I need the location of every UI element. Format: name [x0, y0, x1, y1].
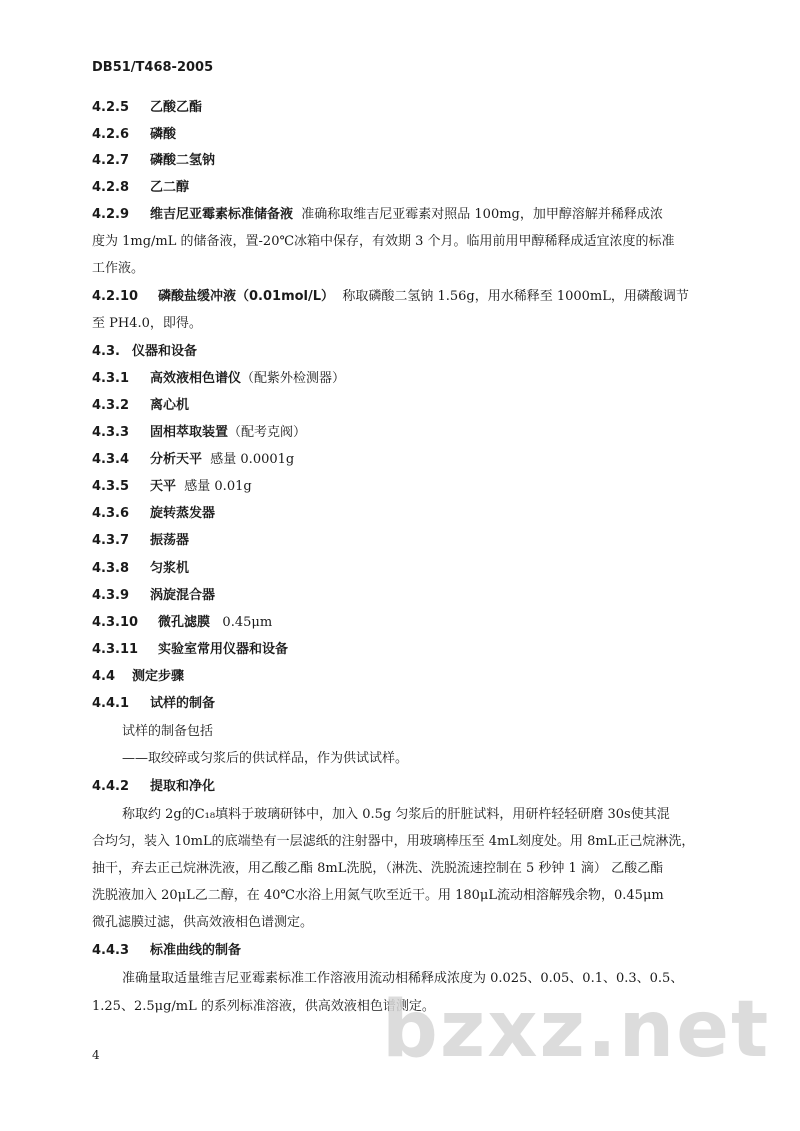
section-heading: 标准曲线的制备 [150, 943, 242, 958]
section-text: （配紫外检测器） [241, 371, 346, 386]
section-heading: 固相萃取装置 [150, 425, 229, 440]
section-heading: 微孔滤膜 [158, 615, 211, 630]
section-line [92, 451, 732, 469]
section-heading: 分析天平 [150, 452, 203, 467]
section-line [92, 778, 732, 796]
section-number: 4.4.2 [92, 779, 130, 794]
body-line: 合均匀，装入 10mL的底端垫有一层滤纸的注射器中，用玻璃棒压至 4mL刻度处。用 8mL正己烷淋洗， [92, 834, 695, 849]
section-number: 4.2.7 [92, 153, 130, 168]
section-heading: 高效液相色谱仪 [150, 371, 242, 386]
section-line [92, 695, 732, 713]
section-text: 称取磷酸二氢钠 1.56g，用水稀释至 1000mL，用磷酸调节 [342, 289, 689, 304]
section-text: 感量 0.01g [184, 479, 252, 494]
section-text: 感量 0.0001g [210, 452, 295, 467]
section-number: 4.3.3 [92, 425, 130, 440]
section-number: 4.3.8 [92, 561, 130, 576]
section-heading: 乙二醇 [150, 180, 190, 195]
section-line [92, 668, 732, 686]
section-number: 4.4.3 [92, 943, 130, 958]
section-number: 4.3.7 [92, 533, 130, 548]
section-heading: 仪器和设备 [132, 344, 198, 359]
section-heading: 磷酸 [150, 127, 177, 142]
section-number: 4.3.1 [92, 371, 130, 386]
section-line [92, 99, 732, 117]
section-heading: 磷酸盐缓冲液（0.01mol/L） [158, 289, 335, 304]
section-number: 4.3.9 [92, 588, 130, 603]
section-text: 准确称取维吉尼亚霉素对照品 100mg，加甲醇溶解并稀释成浓 [301, 207, 663, 222]
section-number: 4.3. [92, 344, 120, 359]
section-line [92, 614, 732, 632]
section-number: 4.2.6 [92, 127, 130, 142]
section-line [92, 206, 732, 224]
watermark: bzxz.net [382, 985, 771, 1075]
section-heading: 测定步骤 [132, 669, 185, 684]
section-line [92, 343, 732, 361]
section-heading: 磷酸二氢钠 [150, 153, 216, 168]
section-heading: 匀浆机 [150, 561, 190, 576]
section-line [92, 505, 732, 523]
section-number: 4.3.10 [92, 615, 139, 630]
body-line: 准确量取适量维吉尼亚霉素标准工作溶液用流动相稀释成浓度为 0.025、0.05、0.1、0.3、0.5、 [122, 971, 684, 986]
section-heading: 旋转蒸发器 [150, 506, 216, 521]
section-number: 4.3.5 [92, 479, 130, 494]
section-number: 4.2.5 [92, 100, 130, 115]
section-line [92, 152, 732, 170]
body-line: 洗脱液加入 20μL乙二醇，在 40℃水浴上用氮气吹至近干。用 180μL流动相溶解残余物，0.45μm [92, 888, 664, 903]
section-line [92, 587, 732, 605]
section-line [92, 288, 732, 306]
section-heading: 实验室常用仪器和设备 [158, 642, 289, 657]
section-line [92, 560, 732, 578]
section-number: 4.4 [92, 669, 116, 684]
page-number: 4 [92, 1048, 100, 1062]
section-line [92, 641, 732, 659]
section-line [92, 942, 732, 960]
body-line: 试样的制备包括 [122, 724, 214, 739]
section-heading: 天平 [150, 479, 177, 494]
body-line: 1.25、2.5μg/mL 的系列标准溶液，供高效液相色谱测定。 [92, 999, 435, 1014]
section-text: 0.45μm [222, 615, 273, 630]
section-heading: 维吉尼亚霉素标准储备液 [150, 207, 294, 222]
section-heading: 提取和净化 [150, 779, 216, 794]
section-number: 4.2.10 [92, 289, 139, 304]
section-line [92, 424, 732, 442]
section-heading: 离心机 [150, 398, 190, 413]
body-line: 称取约 2g的C₁₈填料于玻璃研钵中，加入 0.5g 匀浆后的肝脏试料，用研杵轻轻研磨 30s使其混 [122, 807, 670, 822]
section-heading: 振荡器 [150, 533, 190, 548]
body-line: ——取绞碎或匀浆后的供试样品，作为供试试样。 [122, 751, 409, 766]
section-number: 4.2.9 [92, 207, 130, 222]
section-line [92, 370, 732, 388]
body-line: 工作液。 [92, 261, 145, 276]
section-number: 4.2.8 [92, 180, 130, 195]
section-line [92, 478, 732, 496]
body-line: 微孔滤膜过滤，供高效液相色谱测定。 [92, 915, 314, 930]
section-number: 4.3.11 [92, 642, 139, 657]
section-number: 4.3.6 [92, 506, 130, 521]
section-heading: 乙酸乙酯 [150, 100, 203, 115]
section-number: 4.4.1 [92, 696, 130, 711]
section-text: （配考克阀） [228, 425, 307, 440]
section-line [92, 126, 732, 144]
body-line: 至 PH4.0，即得。 [92, 316, 202, 331]
section-line [92, 397, 732, 415]
section-line [92, 532, 732, 550]
body-line: 抽干，弃去正己烷淋洗液，用乙酸乙酯 8mL洗脱，（淋洗、洗脱流速控制在 5 秒钟 1 滴） 乙酸乙酯 [92, 861, 664, 876]
section-number: 4.3.4 [92, 452, 130, 467]
body-line: 度为 1mg/mL 的储备液，置-20℃冰箱中保存，有效期 3 个月。临用前用甲醇稀释成适宜浓度的标准 [92, 234, 675, 249]
section-number: 4.3.2 [92, 398, 130, 413]
section-heading: 试样的制备 [150, 696, 216, 711]
section-line [92, 179, 732, 197]
document-code: DB51/T468-2005 [92, 60, 214, 75]
section-heading: 涡旋混合器 [150, 588, 216, 603]
